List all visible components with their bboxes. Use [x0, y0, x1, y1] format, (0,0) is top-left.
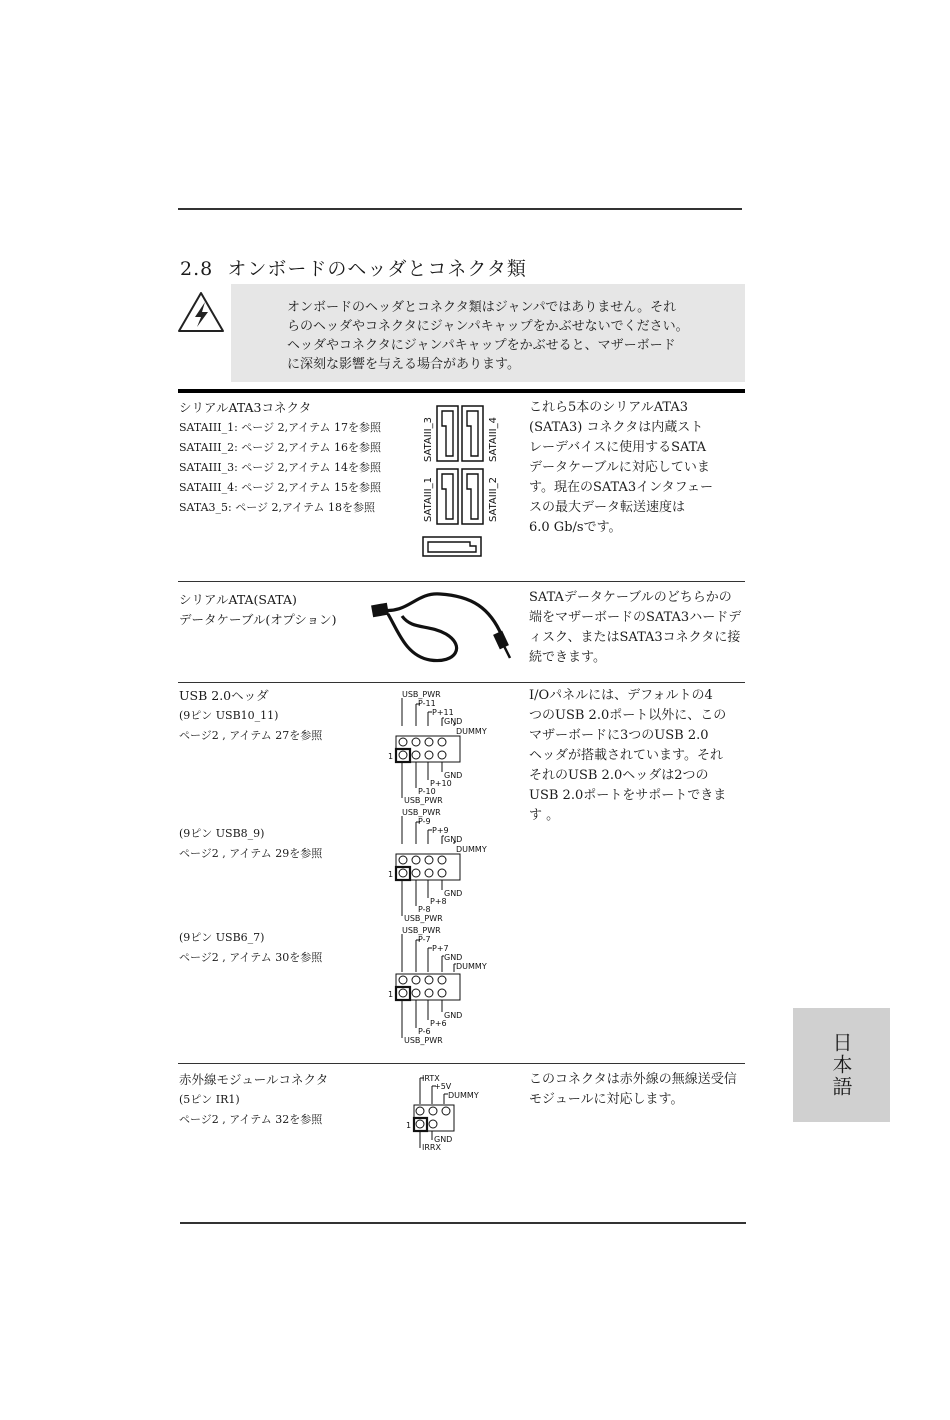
desc-line: 端をマザーボードのSATA3ハードデ	[529, 610, 742, 625]
section-title: オンボードのヘッダとコネクタ類	[227, 258, 527, 280]
pin1-label: 1	[388, 990, 394, 999]
sata-cable-title: シリアルATA(SATA)	[179, 592, 297, 607]
pin1-label: 1	[388, 870, 394, 879]
pin-label: IRRX	[422, 1143, 441, 1152]
desc-line: 続できます。	[529, 650, 606, 665]
sata-cable-description	[529, 588, 745, 668]
section-number: 2.8	[180, 258, 214, 280]
top-rule	[178, 208, 742, 210]
usb-info-1	[179, 686, 379, 746]
ir-ref: ページ2 , アイテム 32を参照	[179, 1113, 323, 1126]
desc-line: ヘッダが搭載されています。それ	[529, 748, 723, 763]
sata3-ref: SATAIII_3: ページ 2,アイテム 14を参照	[179, 461, 382, 474]
ir-info	[179, 1070, 399, 1130]
pin-label: GND	[434, 1135, 453, 1144]
pin-label: P-10	[418, 787, 436, 796]
pin-label: P+8	[430, 897, 447, 906]
usb-header-diagram	[384, 806, 494, 924]
pin-label: P+11	[432, 708, 454, 717]
warning-icon	[176, 290, 226, 334]
pin-label: P+9	[432, 826, 449, 835]
ir-description	[529, 1070, 745, 1110]
sata3-description	[529, 398, 747, 538]
pin-label: +5V	[434, 1082, 452, 1091]
warning-line: ヘッダやコネクタにジャンパキャップをかぶせると、マザーボード	[287, 338, 676, 353]
language-tab	[793, 1008, 890, 1122]
usb-ref: ページ2 , アイテム 29を参照	[179, 847, 323, 860]
bottom-rule	[180, 1222, 746, 1224]
warning-line: らのヘッダやコネクタにジャンパキャップをかぶせないでください。	[287, 319, 689, 334]
desc-line: (SATA3) コネクタは内蔵スト	[529, 420, 704, 435]
pin-label: USB_PWR	[402, 926, 441, 935]
page-title	[180, 254, 527, 281]
usb-pins: (9ピン USB10_11)	[179, 709, 279, 722]
ir-title: 赤外線モジュールコネクタ	[179, 1072, 329, 1087]
desc-line: USB 2.0ポートをサポートできま	[529, 788, 727, 803]
pin-label: USB_PWR	[402, 808, 441, 817]
pin-label: USB_PWR	[404, 1036, 443, 1045]
pin-label: P-11	[418, 699, 436, 708]
usb-info-2	[179, 824, 379, 864]
divider-ir	[178, 1063, 745, 1064]
usb-pins: (9ピン USB6_7)	[179, 931, 265, 944]
sata3-connector-diagram	[418, 402, 504, 560]
sata3-ref: SATA3_5: ページ 2,アイテム 18を参照	[179, 501, 375, 514]
ir-pins: (5ピン IR1)	[179, 1093, 240, 1106]
pin-label: USB_PWR	[404, 796, 443, 805]
sata-cable-subtitle: データケーブル(オプション)	[179, 612, 337, 627]
pin-label: DUMMY	[456, 727, 487, 736]
pin-label: GND	[444, 889, 463, 898]
pin-label: USB_PWR	[402, 690, 441, 699]
sata-cable-illustration	[368, 586, 518, 666]
desc-line: スの最大データ転送速度は	[529, 500, 686, 515]
warning-line: オンボードのヘッダとコネクタ類はジャンパではありません。それ	[287, 300, 677, 315]
pin-label: USB_PWR	[404, 914, 443, 923]
pin-label: P+6	[430, 1019, 447, 1028]
divider-usb	[178, 682, 745, 683]
usb-ref: ページ2 , アイテム 30を参照	[179, 951, 323, 964]
desc-line: それのUSB 2.0ヘッダは2つの	[529, 768, 709, 783]
pin-label: P+10	[430, 779, 452, 788]
desc-line: I/Oパネルには、デフォルトの4	[529, 688, 713, 703]
desc-line: レーデバイスに使用するSATA	[529, 440, 707, 455]
usb-info-3	[179, 928, 379, 968]
pin-label: GND	[444, 771, 463, 780]
usb-pins: (9ピン USB8_9)	[179, 827, 265, 840]
desc-line: これら5本のシリアルATA3	[529, 400, 689, 415]
pin-label: DUMMY	[456, 845, 487, 854]
pin-label: P-7	[418, 935, 431, 944]
port-label-sataiii-2: SATAIII_2	[488, 477, 499, 522]
desc-line: データケーブルに対応していま	[529, 460, 710, 475]
pin-label: P+7	[432, 944, 449, 953]
pin-label: DUMMY	[456, 962, 487, 971]
pin-label: P-9	[418, 817, 431, 826]
desc-line: モジュールに対応します。	[529, 1092, 684, 1107]
desc-line: SATAデータケーブルのどちらかの	[529, 590, 732, 605]
desc-line: このコネクタは赤外線の無線送受信	[529, 1072, 737, 1087]
desc-line: す 。	[529, 808, 560, 823]
desc-line: つのUSB 2.0ポート以外に、この	[529, 708, 727, 723]
pin-label: GND	[444, 835, 463, 844]
usb-title: USB 2.0ヘッダ	[179, 688, 269, 703]
sata3-ref: SATAIII_2: ページ 2,アイテム 16を参照	[179, 441, 382, 454]
desc-line: ィスク、またはSATA3コネクタに接	[529, 630, 741, 645]
pin-label: DUMMY	[448, 1091, 479, 1100]
usb-header-diagram	[384, 688, 494, 806]
sata3-ref: SATAIII_4: ページ 2,アイテム 15を参照	[179, 481, 382, 494]
sata3-info	[179, 398, 404, 518]
pin1-label: 1	[388, 752, 394, 761]
pin-label: GND	[444, 717, 463, 726]
usb-description	[529, 686, 745, 826]
sata3-ref: SATAIII_1: ページ 2,アイテム 17を参照	[179, 421, 382, 434]
pin-label: P-8	[418, 905, 431, 914]
pin-label: P-6	[418, 1027, 431, 1036]
port-label-sataiii-4: SATAIII_4	[488, 417, 499, 462]
warning-line: に深刻な影響を与える場合があります。	[287, 357, 520, 372]
sata-cable-info	[179, 590, 379, 630]
pin-label: IRTX	[422, 1074, 440, 1083]
pin1-label: 1	[406, 1121, 412, 1130]
divider-sata-cable	[178, 581, 745, 582]
usb-header-diagram	[384, 924, 494, 1046]
ir-header-diagram	[398, 1072, 488, 1152]
warning-text	[287, 298, 707, 374]
usb-ref: ページ2 , アイテム 27を参照	[179, 729, 323, 742]
port-label-sataiii-1: SATAIII_1	[423, 477, 434, 522]
port-label-sataiii-3: SATAIII_3	[423, 417, 434, 462]
desc-line: 6.0 Gb/sです。	[529, 520, 622, 535]
pin-label: GND	[444, 953, 463, 962]
language-tab-label: 日本語	[829, 1032, 853, 1098]
pin-label: GND	[444, 1011, 463, 1020]
sata3-title: シリアルATA3コネクタ	[179, 400, 312, 415]
desc-line: す。現在のSATA3インタフェー	[529, 480, 713, 495]
section-rule-thick	[178, 389, 745, 393]
desc-line: マザーボードに3つのUSB 2.0	[529, 728, 709, 743]
